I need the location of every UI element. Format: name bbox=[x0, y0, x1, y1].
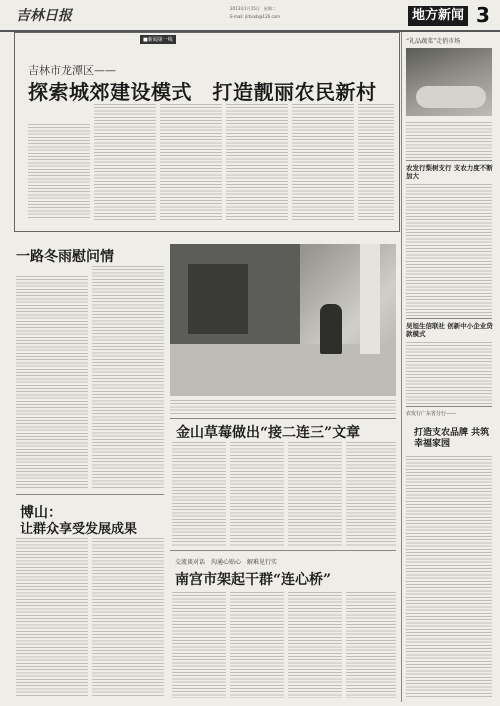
right-story3-headline: 吴旭生信联社 创新中小企业贷款模式 bbox=[406, 322, 493, 338]
right-story4-body bbox=[406, 456, 492, 698]
news-photo bbox=[170, 244, 396, 396]
right-column-photo bbox=[406, 48, 492, 116]
story4-body-col4 bbox=[346, 592, 396, 698]
story2-body-col4 bbox=[346, 442, 396, 546]
masthead bbox=[0, 0, 500, 32]
story4-headline: 南宫市架起干群“连心桥” bbox=[175, 572, 332, 588]
right-story2-body bbox=[406, 184, 492, 316]
story2-headline: 金山草莓做出“接二连三”文章 bbox=[176, 425, 361, 441]
right-story2-headline: 农发行梨树支行 支农力度不断加大 bbox=[406, 164, 493, 180]
lead-story-headline: 探索城郊建设模式 打造靓丽农民新村 bbox=[28, 80, 377, 104]
masthead-date: 2013年1月15日 星期二 bbox=[230, 6, 276, 11]
page-number: 3 bbox=[476, 3, 490, 27]
story4-kicker: 交流谈对话 沟通心贴心 解难见行实 bbox=[175, 559, 278, 566]
right-story4-headline: 打造支农品牌 共筑幸福家园 bbox=[414, 428, 490, 449]
divider bbox=[170, 550, 396, 551]
right-story1-body bbox=[406, 122, 492, 160]
divider bbox=[170, 418, 396, 419]
right-column-section-title: “礼品蔬菜”走俏市场 bbox=[406, 38, 461, 45]
story3-headline-line2: 让群众享受发展成果 bbox=[20, 522, 138, 537]
column-divider bbox=[401, 32, 402, 702]
section-title: 地方新闻 bbox=[408, 6, 468, 26]
divider bbox=[406, 406, 492, 407]
story4-body-col3 bbox=[288, 592, 342, 698]
divider bbox=[16, 494, 164, 495]
right-story3-body bbox=[406, 342, 492, 404]
divider bbox=[406, 318, 492, 319]
lead-story-body-col3 bbox=[160, 104, 222, 220]
story1-body bbox=[16, 276, 88, 488]
story3-body-col2 bbox=[92, 538, 164, 698]
lead-story-body-col2 bbox=[94, 104, 156, 220]
photo-caption-text bbox=[170, 400, 396, 414]
newspaper-logo: 吉林日报 bbox=[16, 8, 72, 24]
lead-story-body-col6 bbox=[358, 104, 394, 220]
story2-body-col1 bbox=[172, 442, 226, 546]
right-story4-kicker: 农发行广东省分行—— bbox=[406, 411, 457, 417]
lead-story-body-col5 bbox=[292, 104, 354, 220]
story2-body-col2 bbox=[230, 442, 284, 546]
masthead-email: E-mail: jlrbsxb@126.com bbox=[230, 14, 281, 19]
story1-headline: 一路冬雨慰问情 bbox=[16, 249, 114, 265]
story3-body-col1 bbox=[16, 538, 88, 698]
divider bbox=[406, 160, 492, 161]
story4-body-col1 bbox=[172, 592, 226, 698]
lead-story-body-col4 bbox=[226, 104, 288, 220]
story1-body-col2 bbox=[92, 266, 164, 488]
story3-headline-line1: 博山： bbox=[20, 505, 62, 521]
lead-story-body-col1 bbox=[28, 124, 90, 220]
lead-story-kicker: 吉林市龙潭区—— bbox=[28, 64, 116, 77]
lead-story-tag: ■新闻第一线 bbox=[140, 35, 176, 44]
story2-body-col3 bbox=[288, 442, 342, 546]
story4-body-col2 bbox=[230, 592, 284, 698]
